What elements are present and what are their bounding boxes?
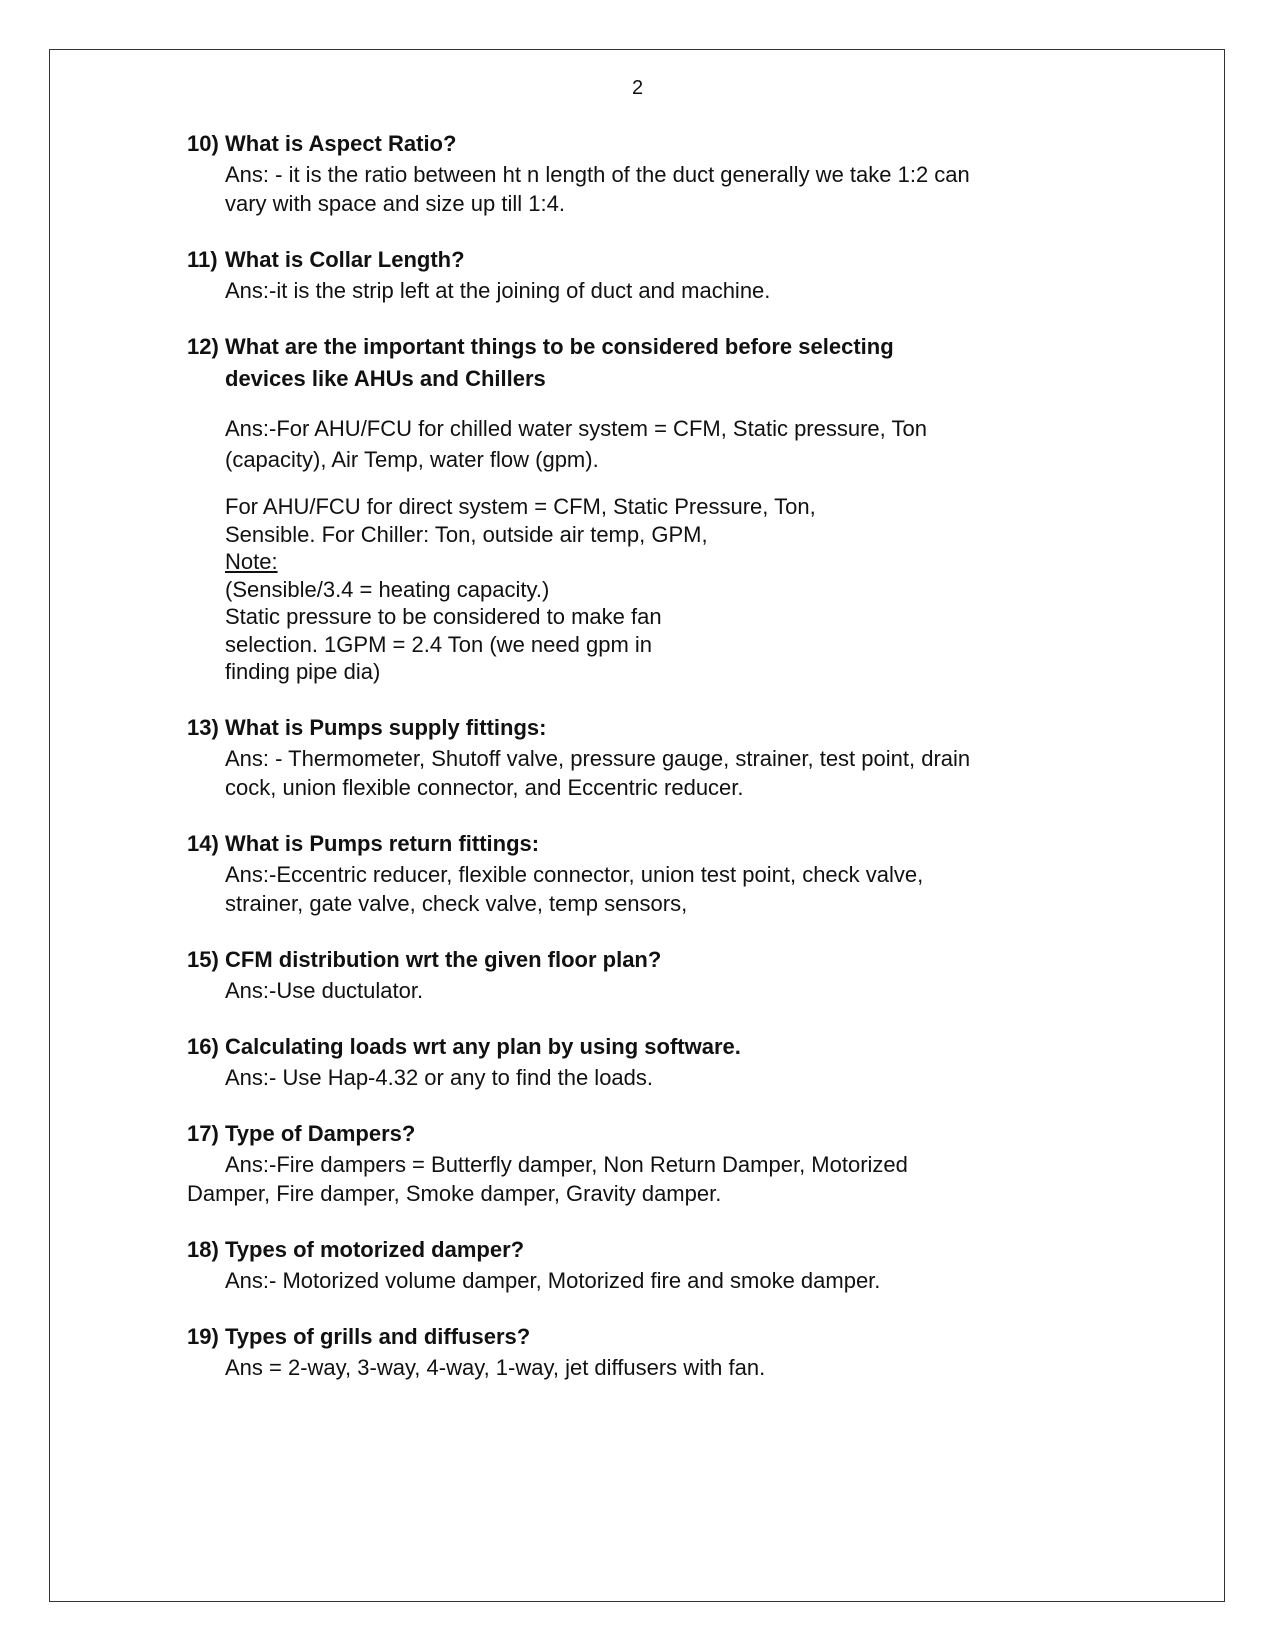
qa-item-16 [187,1031,1087,1092]
answer [187,744,1087,802]
question [187,712,1087,744]
qa-item-11 [187,244,1087,305]
answer-line: For AHU/FCU for direct system = CFM, Static Pressure, Ton, [225,494,816,519]
question-text: devices like AHUs and Chillers [225,366,546,391]
answer [187,1266,1087,1295]
answer-line: Damper, Fire damper, Smoke damper, Gravity damper. [187,1180,722,1206]
answer [187,976,1087,1005]
question [187,1118,1087,1150]
question-text: What is Aspect Ratio? [225,131,457,156]
question-number: 13) [187,714,219,740]
note-label: Note: [225,549,278,574]
note-line: selection. 1GPM = 2.4 Ton (we need gpm in [225,631,653,657]
page-number: 2 [631,77,644,99]
question-number: 11) [187,247,218,272]
qa-item-13 [187,712,1087,802]
qa-item-17 [187,1118,1087,1208]
question-text: CFM distribution wrt the given floor plan? [225,946,662,972]
question-number: 17) [187,1120,219,1146]
question [187,1031,1087,1063]
question [187,1321,1087,1353]
answer-line: Ans:-it is the strip left at the joining of duct and machine. [225,278,771,303]
answer-line: Ans:-Fire dampers = Butterfly damper, Non Return Damper, Motorized [225,1151,908,1177]
question-text: What is Pumps return fittings: [225,830,540,856]
note-line: Static pressure to be considered to make fan [225,604,662,629]
question-text: Type of Dampers? [225,1120,416,1146]
answer [187,1063,1087,1092]
note-line: (Sensible/3.4 = heating capacity.) [225,576,550,602]
answer-line: strainer, gate valve, check valve, temp sensors, [225,890,688,916]
qa-item-10 [187,128,1087,218]
question-text: What is Pumps supply fittings: [225,714,547,740]
question-number: 16) [187,1033,219,1059]
answer-line: Ans:-For AHU/FCU for chilled water system = CFM, Static pressure, Ton [225,416,927,441]
question [187,944,1087,976]
answer-continued [187,493,1087,686]
answer-line: Ans:-Use ductulator. [225,977,424,1003]
question-text: What is Collar Length? [225,247,465,272]
question [187,128,1087,160]
question-text: Calculating loads wrt any plan by using software. [225,1033,741,1059]
question-text: Types of grills and diffusers? [225,1323,531,1349]
question-number: 14) [187,830,219,856]
qa-item-15 [187,944,1087,1005]
answer-line: Sensible. For Chiller: Ton, outside air temp, GPM, [225,521,708,547]
question-number: 10) [187,131,219,156]
note-line: finding pipe dia) [225,659,381,684]
question-number: 12) [187,334,219,359]
question-number: 15) [187,946,219,972]
answer [187,160,1087,218]
answer-line: Ans:- Motorized volume damper, Motorized fire and smoke damper. [225,1267,881,1293]
question [187,331,1087,395]
qa-item-19 [187,1321,1087,1382]
question-text: Types of motorized damper? [225,1236,525,1262]
answer-line: Ans = 2-way, 3-way, 4-way, 1-way, jet diffusers with fan. [225,1354,766,1380]
answer-line: Ans: - it is the ratio between ht n length of the duct generally we take 1:2 can [225,162,970,187]
answer-line: cock, union flexible connector, and Eccentric reducer. [225,774,744,800]
question [187,1234,1087,1266]
question-text: What are the important things to be considered before selecting [225,334,894,359]
answer-line: (capacity), Air Temp, water flow (gpm). [225,447,599,472]
qa-item-14 [187,828,1087,918]
answer [187,1150,1087,1208]
qa-item-18 [187,1234,1087,1295]
answer-line: Ans:- Use Hap-4.32 or any to find the loads. [225,1064,654,1090]
question-number: 18) [187,1236,219,1262]
answer [187,1353,1087,1382]
question-number: 19) [187,1323,219,1349]
answer [187,413,1087,475]
answer-line: Ans: - Thermometer, Shutoff valve, pressure gauge, strainer, test point, drain [225,745,971,771]
answer-line: Ans:-Eccentric reducer, flexible connector, union test point, check valve, [225,861,924,887]
qa-item-12 [187,331,1087,686]
question [187,828,1087,860]
answer [187,860,1087,918]
question [187,244,1087,276]
answer-line: vary with space and size up till 1:4. [225,191,565,216]
answer [187,276,1087,305]
qa-list [187,128,1087,1408]
